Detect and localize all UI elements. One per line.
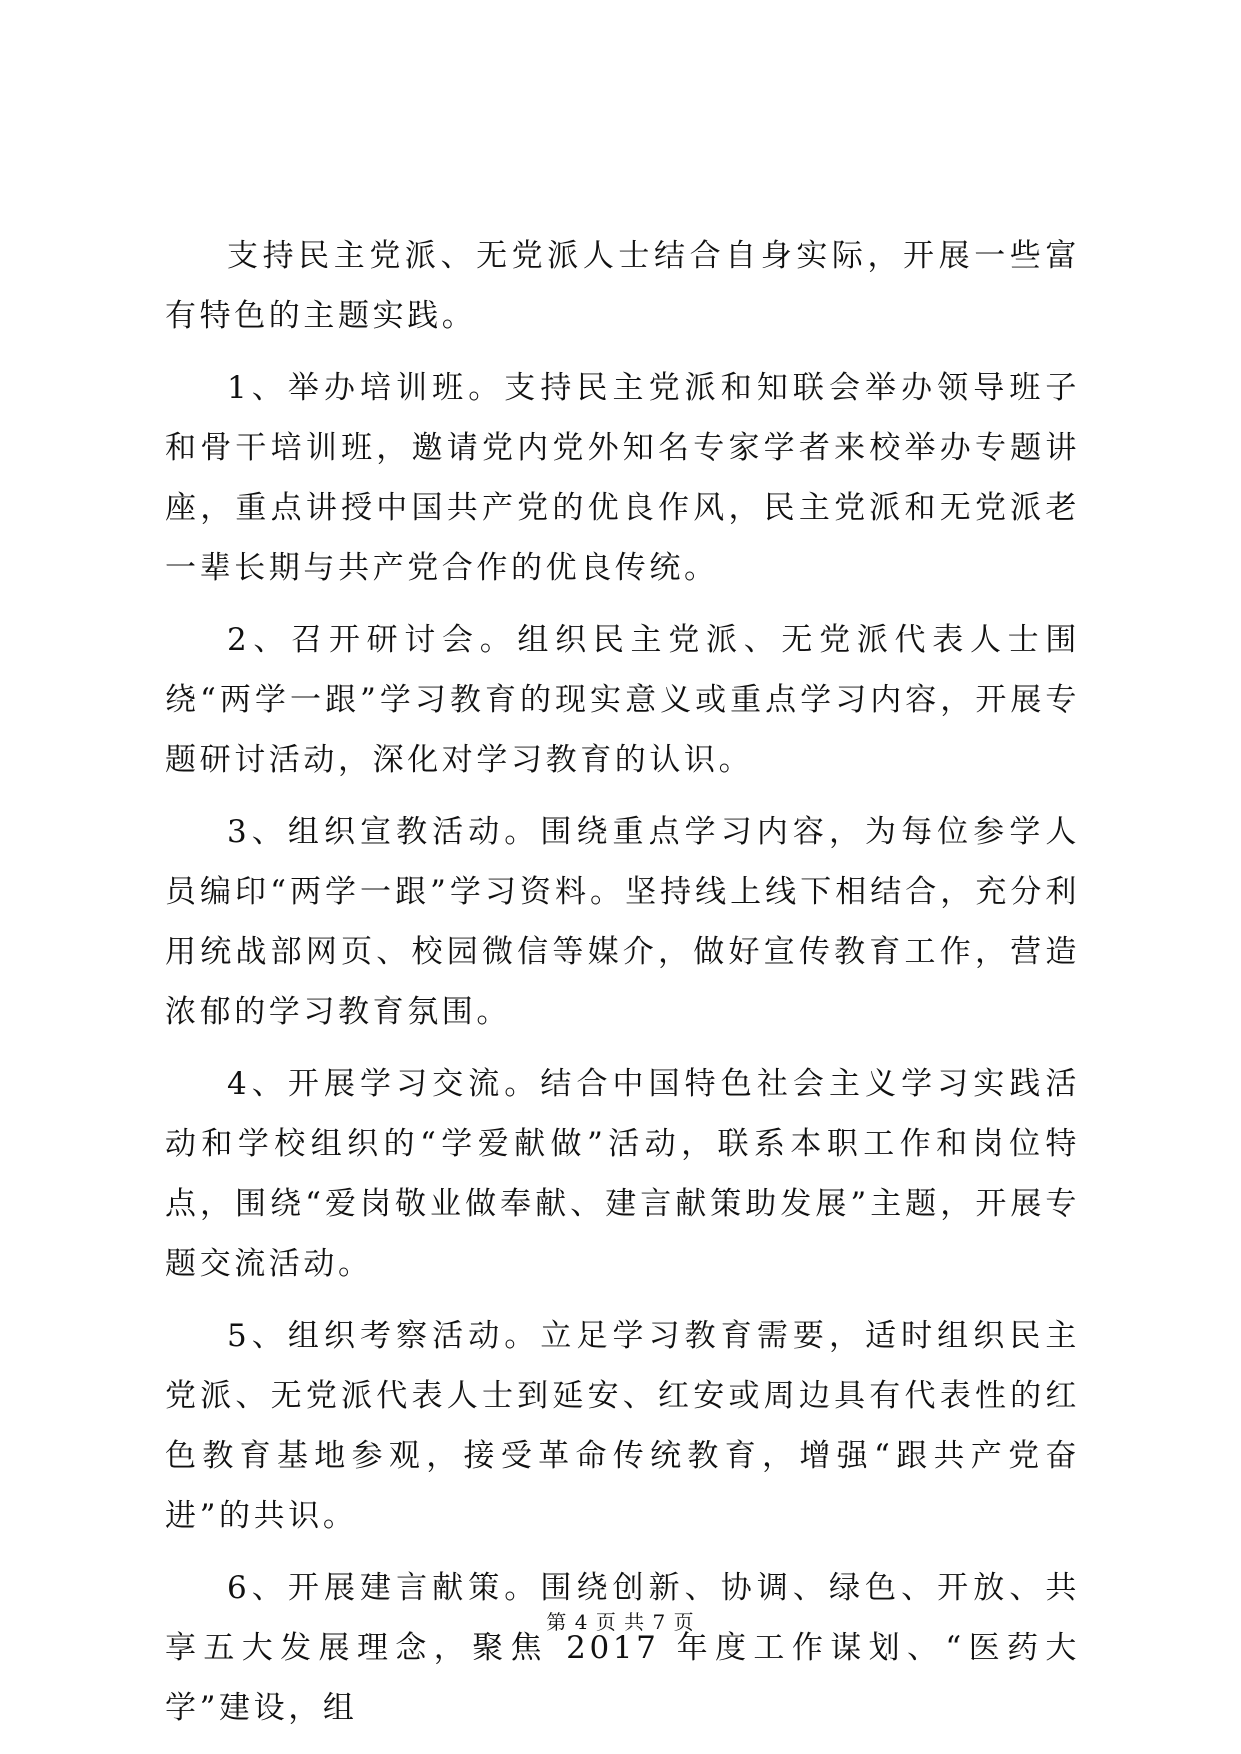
- paragraph-item-4: 4、开展学习交流。结合中国特色社会主义学习实践活动和学校组织的“学爱献做”活动，联系本职工作和岗位特点，围绕“爱岗敬业做奉献、建言献策助发展”主题，开展专题交流活动。: [165, 1066, 1080, 1282]
- paragraph-intro: 支持民主党派、无党派人士结合自身实际，开展一些富有特色的主题实践。: [165, 238, 1080, 334]
- page-footer: [0, 1608, 1241, 1636]
- paragraph-item-5: 5、组织考察活动。立足学习教育需要，适时组织民主党派、无党派代表人士到延安、红安或周边具有代表性的红色教育基地参观，接受革命传统教育，增强“跟共产党奋进”的共识。: [165, 1318, 1080, 1534]
- paragraph-item-2: 2、召开研讨会。组织民主党派、无党派代表人士围绕“两学一跟”学习教育的现实意义或重点学习内容，开展专题研讨活动，深化对学习教育的认识。: [165, 622, 1080, 778]
- document-body: [165, 226, 1080, 1738]
- paragraph-item-1: 1、举办培训班。支持民主党派和知联会举办领导班子和骨干培训班，邀请党内党外知名专家学者来校举办专题讲座，重点讲授中国共产党的优良作风，民主党派和无党派老一辈长期与共产党合作的优良传统。: [165, 370, 1080, 586]
- paragraph-item-6: 6、开展建言献策。围绕创新、协调、绿色、开放、共享五大发展理念，聚焦 2017 年度工作谋划、“医药大学”建设，组: [165, 1570, 1080, 1726]
- page-number-label: 第 4 页 共 7 页: [546, 1610, 695, 1634]
- paragraph-item-3: 3、组织宣教活动。围绕重点学习内容，为每位参学人员编印“两学一跟”学习资料。坚持线上线下相结合，充分利用统战部网页、校园微信等媒介，做好宣传教育工作，营造浓郁的学习教育氛围。: [165, 814, 1080, 1030]
